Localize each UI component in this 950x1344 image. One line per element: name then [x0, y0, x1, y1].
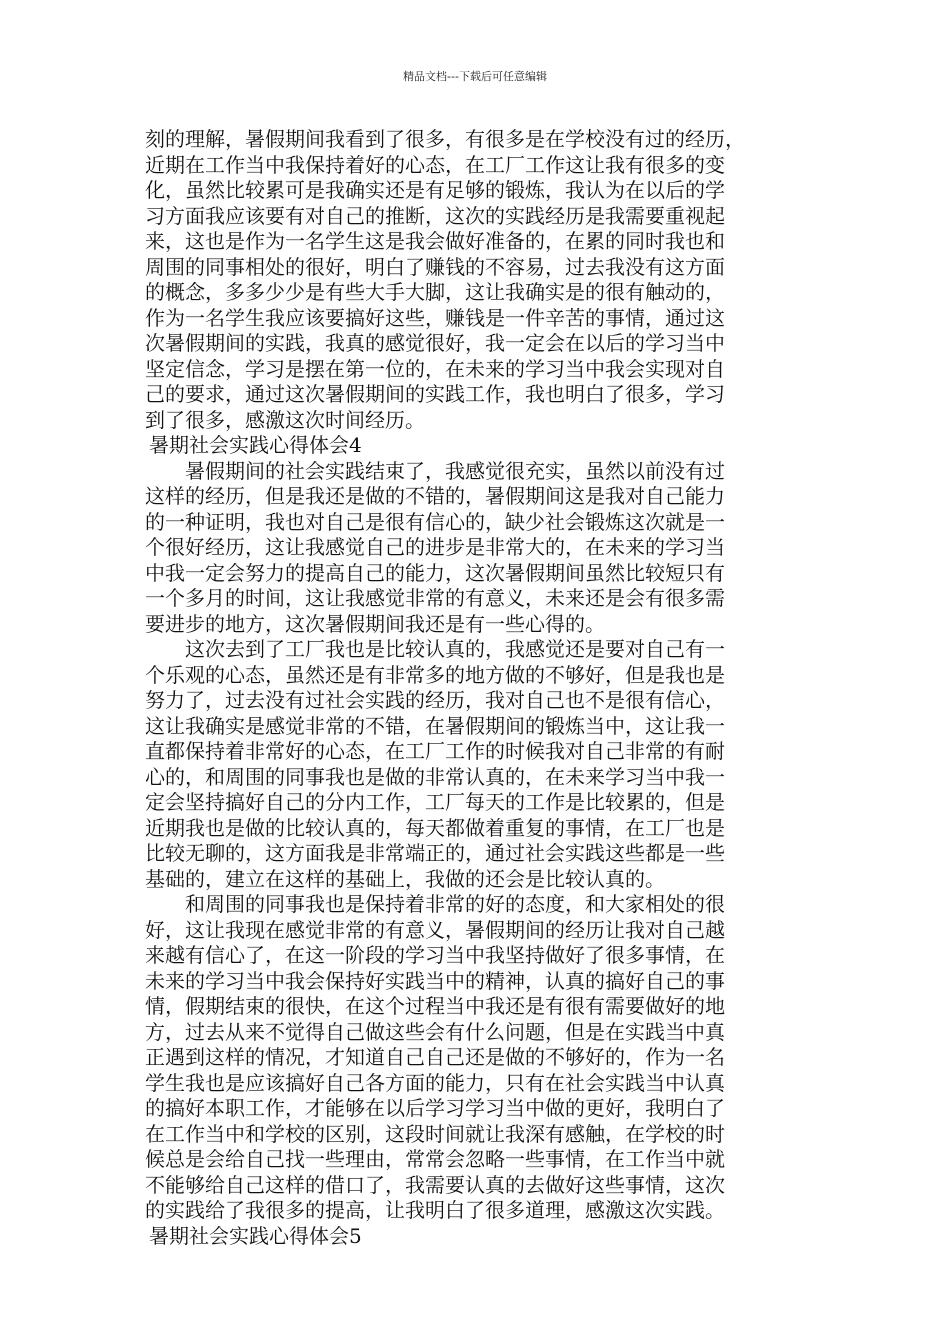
paragraph-line: 努力了，过去没有过社会实践的经历，我对自己也不是很有信心，	[145, 688, 725, 712]
paragraph-line: 的搞好本职工作，才能够在以后学习学习当中做的更好，我明白了	[145, 1096, 725, 1120]
paragraph-line: 作为一名学生我应该要搞好这些，赚钱是一件辛苦的事情，通过这	[145, 305, 725, 330]
paragraph-line: 来越有信心了，在这一阶段的学习当中我坚持做好了很多事情，在	[145, 943, 725, 967]
paragraph	[145, 459, 805, 638]
paragraph-line: 坚定信念，学习是摆在第一位的，在未来的学习当中我会实现对自	[145, 356, 725, 381]
paragraph-line: 近期在工作当中我保持着好的心态，在工厂工作这让我有很多的变	[145, 152, 725, 177]
paragraph-line: 周围的同事相处的很好，明白了赚钱的不容易，过去我没有这方面	[145, 254, 725, 279]
paragraph	[145, 637, 805, 892]
paragraph-line: 的实践给了我很多的提高，让我明白了很多道理，感激这次实践。	[145, 1198, 725, 1222]
paragraph-line: 正遇到这样的情况，才知道自己自己还是做的不够好的，作为一名	[145, 1045, 725, 1069]
paragraph-line: 到了很多，感激这次时间经历。	[145, 407, 425, 432]
paragraph-line: 学生我也是应该搞好自己各方面的能力，只有在社会实践当中认真	[145, 1070, 725, 1095]
paragraph-line: 近期我也是做的比较认真的，每天都做着重复的事情，在工厂也是	[145, 815, 725, 840]
paragraph-line: 和周围的同事我也是保持着非常的好的态度，和大家相处的很	[145, 892, 725, 916]
paragraph-line: 的概念，多多少少是有些大手大脚，这让我确实是的很有触动的，	[145, 280, 725, 304]
paragraph-line: 的一种证明，我也对自己是很有信心的，缺少社会锻炼这次就是一	[145, 509, 725, 534]
paragraph-line: 未来的学习当中我会保持好实践当中的精神，认真的搞好自己的事	[145, 968, 725, 993]
paragraph-line: 直都保持着非常好的心态，在工厂工作的时候我对自己非常的有耐	[145, 739, 725, 763]
paragraph-line: 己的要求，通过这次暑假期间的实践工作，我也明白了很多，学习	[145, 382, 725, 406]
paragraph-line: 心的，和周围的同事我也是做的非常认真的，在未来学习当中我一	[145, 764, 725, 789]
page-header: 精品文档---下载后可任意编辑	[403, 70, 547, 83]
document-body	[145, 127, 805, 1249]
paragraph-line: 定会坚持搞好自己的分内工作，工厂每天的工作是比较累的，但是	[145, 790, 725, 814]
paragraph-line: 化，虽然比较累可是我确实还是有足够的锻炼，我认为在以后的学	[145, 178, 725, 202]
paragraph-line: 不能够给自己这样的借口了，我需要认真的去做好这些事情，这次	[145, 1172, 725, 1197]
paragraph-line: 方，过去从来不觉得自己做这些会有什么问题，但是在实践当中真	[145, 1019, 725, 1044]
paragraph-line: 这次去到了工厂我也是比较认真的，我感觉还是要对自己有一	[145, 637, 725, 661]
paragraph-line: 比较无聊的，这方面我是非常端正的，通过社会实践这些都是一些	[145, 841, 725, 865]
paragraph-line: 在工作当中和学校的区别，这段时间就让我深有感触，在学校的时	[145, 1121, 725, 1146]
paragraph-line: 这样的经历，但是我还是做的不错的，暑假期间这是我对自己能力	[145, 484, 725, 508]
paragraph-line: 暑假期间的社会实践结束了，我感觉很充实，虽然以前没有过	[145, 458, 725, 483]
paragraph-line: 次暑假期间的实践，我真的感觉很好，我一定会在以后的学习当中	[145, 331, 725, 355]
paragraph-line: 一个多月的时间，这让我感觉非常的有意义，未来还是会有很多需	[145, 586, 725, 610]
paragraph-line: 个乐观的心态，虽然还是有非常多的地方做的不够好，但是我也是	[145, 662, 725, 687]
section-heading: 暑期社会实践心得体会4	[149, 433, 362, 457]
paragraph-line: 情，假期结束的很快，在这个过程当中我还是有很有需要做好的地	[145, 994, 725, 1018]
paragraph-line: 好，这让我现在感觉非常的有意义，暑假期间的经历让我对自己越	[145, 917, 725, 942]
paragraph-line: 刻的理解，暑假期间我看到了很多，有很多是在学校没有过的经历，	[145, 127, 745, 151]
section-heading: 暑期社会实践心得体会5	[149, 1223, 362, 1248]
paragraph-line: 基础的，建立在这样的基础上，我做的还会是比较认真的。	[145, 866, 665, 891]
paragraph-line: 来，这也是作为一名学生这是我会做好准备的，在累的同时我也和	[145, 229, 725, 253]
paragraph-line: 习方面我应该要有对自己的推断，这次的实践经历是我需要重视起	[145, 203, 725, 228]
paragraph-line: 中我一定会努力的提高自己的能力，这次暑假期间虽然比较短只有	[145, 560, 725, 585]
paragraph-line: 要进步的地方，这次暑假期间我还是有一些心得的。	[145, 611, 605, 636]
paragraph	[145, 892, 805, 1224]
paragraph-line: 这让我确实是感觉非常的不错，在暑假期间的锻炼当中，这让我一	[145, 713, 725, 738]
paragraph	[145, 127, 805, 433]
paragraph-line: 个很好经历，这让我感觉自己的进步是非常大的，在未来的学习当	[145, 535, 725, 559]
paragraph-line: 候总是会给自己找一些理由，常常会忽略一些事情，在工作当中就	[145, 1147, 725, 1171]
